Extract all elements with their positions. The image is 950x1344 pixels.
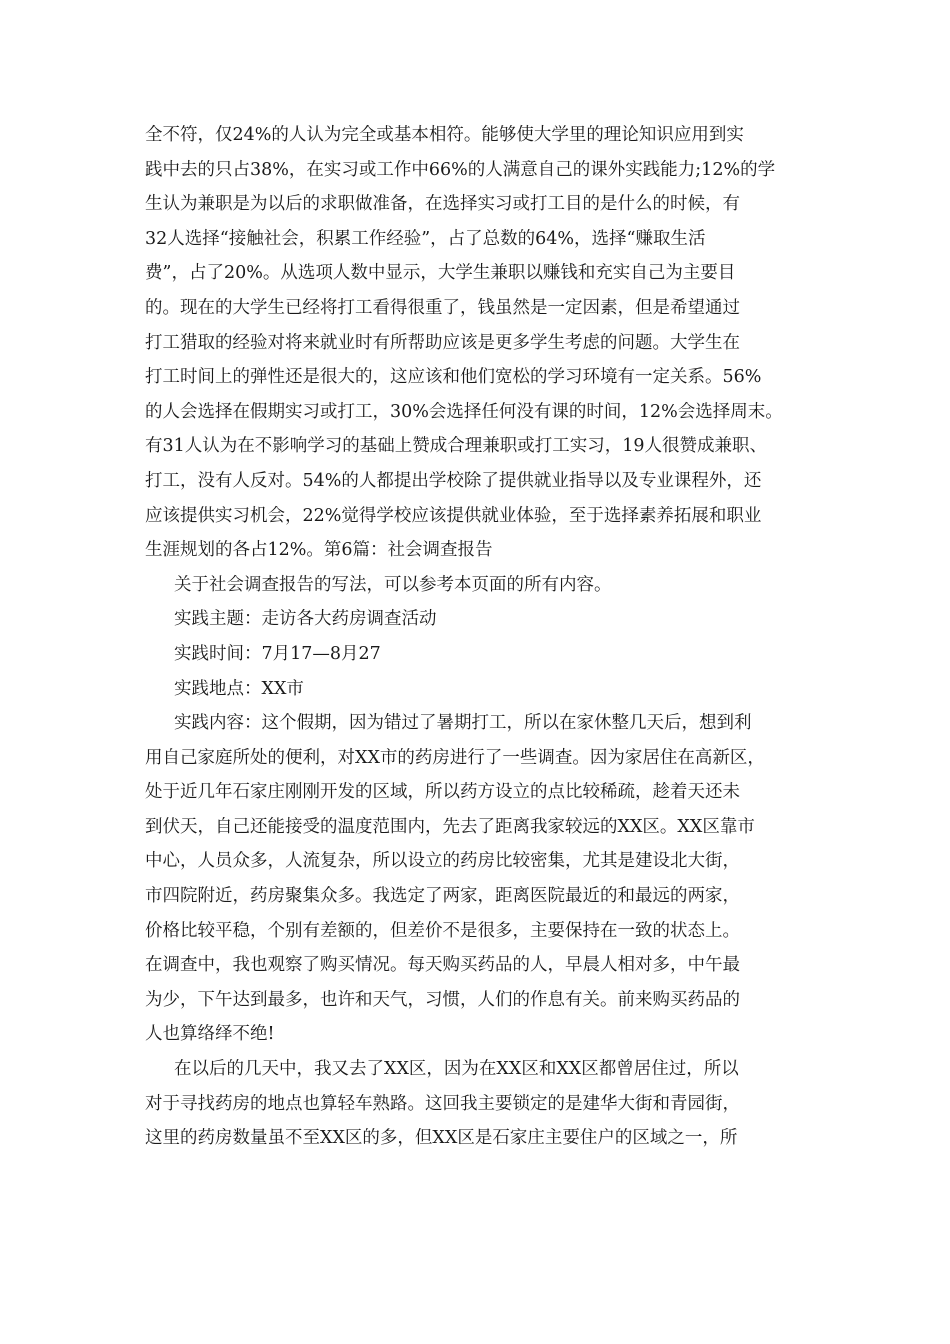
- text-line: 人也算络绎不绝!: [145, 1024, 275, 1045]
- text-line: 应该提供实习机会，22%觉得学校应该提供就业体验，至于选择素养拓展和职业: [145, 505, 762, 526]
- text-line: 生涯规划的各占12%。第6篇：社会调查报告: [145, 540, 493, 561]
- text-line: 为少，下午达到最多，也许和天气，习惯，人们的作息有关。前来购买药品的: [145, 989, 740, 1010]
- text-line: 打工，没有人反对。54%的人都提出学校除了提供就业指导以及专业课程外，还: [145, 470, 762, 491]
- text-line: 实践时间：7月17—8月27: [174, 643, 381, 664]
- text-line: 到伏天，自己还能接受的温度范围内，先去了距离我家较远的XX区。XX区靠市: [145, 816, 755, 837]
- text-line: 有31人认为在不影响学习的基础上赞成合理兼职或打工实习，19人很赞成兼职、: [145, 436, 768, 457]
- text-line: 生认为兼职是为以后的求职做准备，在选择实习或打工目的是什么的时候，有: [145, 194, 740, 215]
- text-line: 价格比较平稳，个别有差额的，但差价不是很多，主要保持在一致的状态上。: [145, 920, 740, 941]
- document-body: [145, 118, 810, 1156]
- text-line: 实践主题：走访各大药房调查活动: [174, 609, 437, 630]
- text-line: 费”，占了20%。从选项人数中显示，大学生兼职以赚钱和充实自己为主要目: [145, 263, 736, 284]
- text-line: 打工猎取的经验对将来就业时有所帮助应该是更多学生考虑的问题。大学生在: [145, 332, 740, 353]
- text-line: 市四院附近，药房聚集众多。我选定了两家，距离医院最近的和最远的两家，: [145, 886, 740, 907]
- text-line: 32人选择“接触社会，积累工作经验”，占了总数的64%，选择“赚取生活: [145, 228, 706, 249]
- text-line: 用自己家庭所处的便利，对XX市的药房进行了一些调查。因为家居住在高新区，: [145, 747, 765, 768]
- text-line: 实践地点：XX市: [174, 678, 304, 699]
- text-line: 关于社会调查报告的写法，可以参考本页面的所有内容。: [174, 574, 612, 595]
- text-line: 的。现在的大学生已经将打工看得很重了，钱虽然是一定因素，但是希望通过: [145, 297, 740, 318]
- text-line: 实践内容：这个假期，因为错过了暑期打工，所以在家休整几天后，想到利: [174, 713, 752, 734]
- text-line: 处于近几年石家庄刚刚开发的区域，所以药方设立的点比较稀疏，趁着天还未: [145, 782, 740, 803]
- text-line: 在调查中，我也观察了购买情况。每天购买药品的人，早晨人相对多，中午最: [145, 955, 740, 976]
- text-line: 的人会选择在假期实习或打工，30%会选择任何没有课的时间，12%会选择周末。: [145, 401, 783, 422]
- text-line: 全不符，仅24%的人认为完全或基本相符。能够使大学里的理论知识应用到实: [145, 125, 744, 145]
- text-line: 中心，人员众多，人流复杂，所以设立的药房比较密集，尤其是建设北大街，: [145, 851, 740, 872]
- text-line: 在以后的几天中，我又去了XX区，因为在XX区和XX区都曾居住过，所以: [174, 1059, 739, 1080]
- text-line: 践中去的只占38%，在实习或工作中66%的人满意自己的课外实践能力;12%的学: [145, 159, 776, 180]
- text-line: 打工时间上的弹性还是很大的，这应该和他们宽松的学习环境有一定关系。56%: [145, 367, 762, 388]
- text-line: 对于寻找药房的地点也算轻车熟路。这回我主要锁定的是建华大街和青园街，: [145, 1093, 740, 1114]
- text-line: 这里的药房数量虽不至XX区的多，但XX区是石家庄主要住户的区域之一，所: [145, 1128, 738, 1149]
